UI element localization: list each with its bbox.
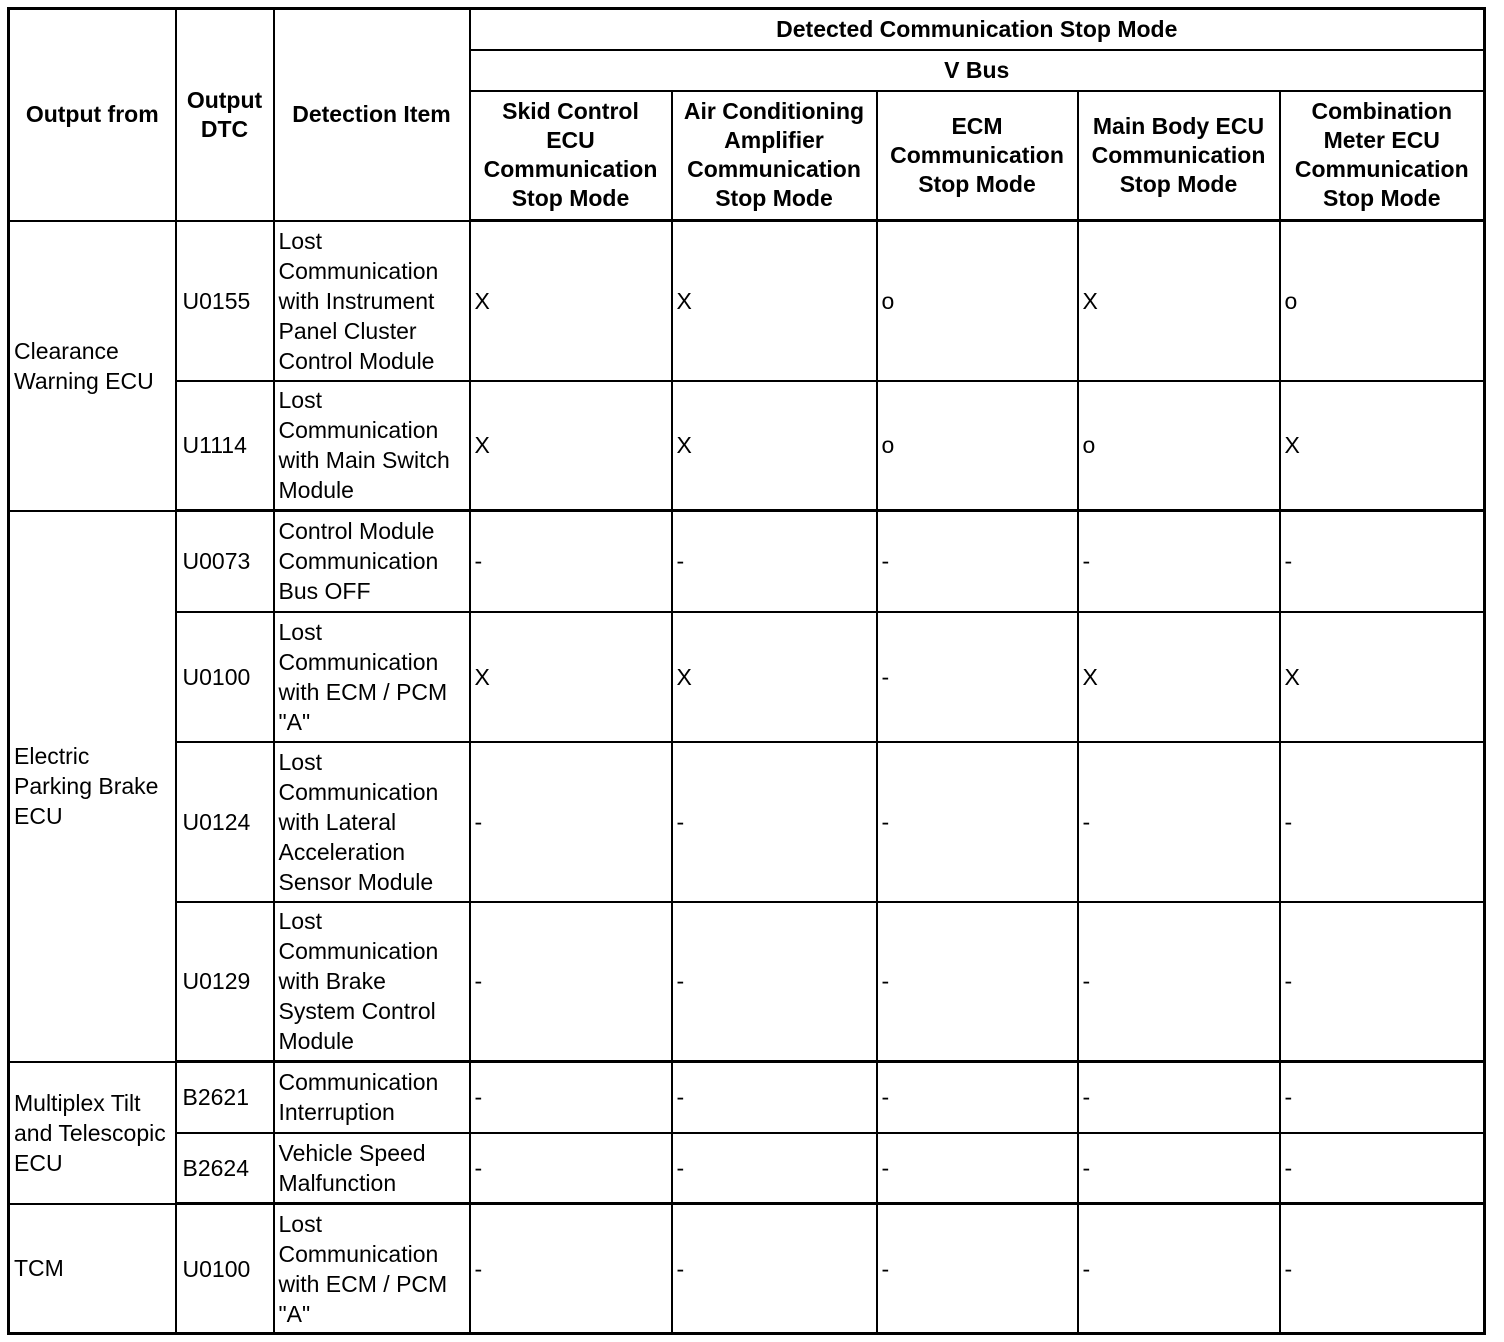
dtc-code: U0073: [176, 511, 274, 612]
dtc-code: U0129: [176, 902, 274, 1062]
mode-cell: -: [1280, 902, 1485, 1062]
table-row: [9, 1204, 1485, 1334]
mode-cell: -: [672, 742, 877, 902]
mode-cell: X: [672, 612, 877, 742]
mode-cell: -: [1078, 1204, 1280, 1334]
detection-item: Lost Communication with ECM / PCM "A": [274, 1204, 470, 1334]
mode-cell: -: [470, 511, 672, 612]
mode-cell: -: [470, 742, 672, 902]
dtc-code: U0155: [176, 221, 274, 381]
mode-cell: -: [1078, 1062, 1280, 1133]
dtc-code: U0100: [176, 612, 274, 742]
mode-cell: X: [672, 381, 877, 511]
header-output-from: Output from: [9, 9, 176, 221]
mode-cell: X: [1280, 612, 1485, 742]
mode-cell: X: [470, 221, 672, 381]
mode-cell: -: [470, 902, 672, 1062]
mode-cell: -: [470, 1204, 672, 1334]
mode-cell: -: [470, 1133, 672, 1204]
mode-cell: -: [877, 1062, 1078, 1133]
header-col-air-conditioning: Air Conditioning Amplifier Communication Stop Mode: [672, 91, 877, 221]
dtc-code: B2624: [176, 1133, 274, 1204]
dtc-code: U0100: [176, 1204, 274, 1334]
output-from-cell: Multiplex Tilt and Telescopic ECU: [9, 1062, 176, 1204]
table-row: [9, 1062, 1485, 1133]
mode-cell: X: [470, 381, 672, 511]
dtc-code: U0124: [176, 742, 274, 902]
detection-item: Lost Communication with Brake System Control Module: [274, 902, 470, 1062]
dtc-table: [7, 7, 1486, 1335]
table-row: [9, 511, 1485, 612]
table-row: [9, 902, 1485, 1062]
mode-cell: -: [1280, 742, 1485, 902]
mode-cell: o: [1280, 221, 1485, 381]
mode-cell: -: [470, 1062, 672, 1133]
mode-cell: -: [672, 902, 877, 1062]
detection-item: Lost Communication with ECM / PCM "A": [274, 612, 470, 742]
detection-item: Lost Communication with Lateral Acceleration Sensor Module: [274, 742, 470, 902]
mode-cell: o: [877, 221, 1078, 381]
header-col-combination-meter: Combination Meter ECU Communication Stop Mode: [1280, 91, 1485, 221]
mode-cell: -: [672, 1133, 877, 1204]
mode-cell: -: [1280, 1204, 1485, 1334]
mode-cell: -: [1280, 1133, 1485, 1204]
mode-cell: -: [877, 902, 1078, 1062]
mode-cell: X: [1280, 381, 1485, 511]
detection-item: Lost Communication with Main Switch Module: [274, 381, 470, 511]
header-detected-mode: Detected Communication Stop Mode: [470, 9, 1485, 50]
header-col-main-body: Main Body ECU Communication Stop Mode: [1078, 91, 1280, 221]
output-from-cell: Electric Parking Brake ECU: [9, 511, 176, 1062]
mode-cell: -: [672, 1062, 877, 1133]
table-row: [9, 612, 1485, 742]
mode-cell: -: [1078, 1133, 1280, 1204]
header-col-ecm: ECM Communication Stop Mode: [877, 91, 1078, 221]
output-from-cell: TCM: [9, 1204, 176, 1334]
mode-cell: X: [1078, 612, 1280, 742]
mode-cell: -: [877, 511, 1078, 612]
table-row: [9, 221, 1485, 381]
table-row: [9, 742, 1485, 902]
mode-cell: X: [1078, 221, 1280, 381]
header-bus: V Bus: [470, 50, 1485, 91]
mode-cell: -: [1078, 902, 1280, 1062]
dtc-code: B2621: [176, 1062, 274, 1133]
table-row: [9, 1133, 1485, 1204]
detection-item: Control Module Communication Bus OFF: [274, 511, 470, 612]
header-col-skid-control: Skid Control ECU Communication Stop Mode: [470, 91, 672, 221]
mode-cell: -: [877, 612, 1078, 742]
detection-item: Vehicle Speed Malfunction: [274, 1133, 470, 1204]
mode-cell: -: [877, 1204, 1078, 1334]
mode-cell: -: [877, 1133, 1078, 1204]
output-from-cell: Clearance Warning ECU: [9, 221, 176, 511]
mode-cell: -: [1280, 1062, 1485, 1133]
detection-item: Lost Communication with Instrument Panel Cluster Control Module: [274, 221, 470, 381]
mode-cell: o: [877, 381, 1078, 511]
mode-cell: -: [672, 1204, 877, 1334]
mode-cell: -: [1078, 742, 1280, 902]
mode-cell: -: [672, 511, 877, 612]
mode-cell: -: [877, 742, 1078, 902]
header-detection-item: Detection Item: [274, 9, 470, 221]
header-output-dtc: Output DTC: [176, 9, 274, 221]
mode-cell: -: [1280, 511, 1485, 612]
mode-cell: -: [1078, 511, 1280, 612]
mode-cell: o: [1078, 381, 1280, 511]
mode-cell: X: [672, 221, 877, 381]
table-row: [9, 381, 1485, 511]
dtc-code: U1114: [176, 381, 274, 511]
mode-cell: X: [470, 612, 672, 742]
detection-item: Communication Interruption: [274, 1062, 470, 1133]
